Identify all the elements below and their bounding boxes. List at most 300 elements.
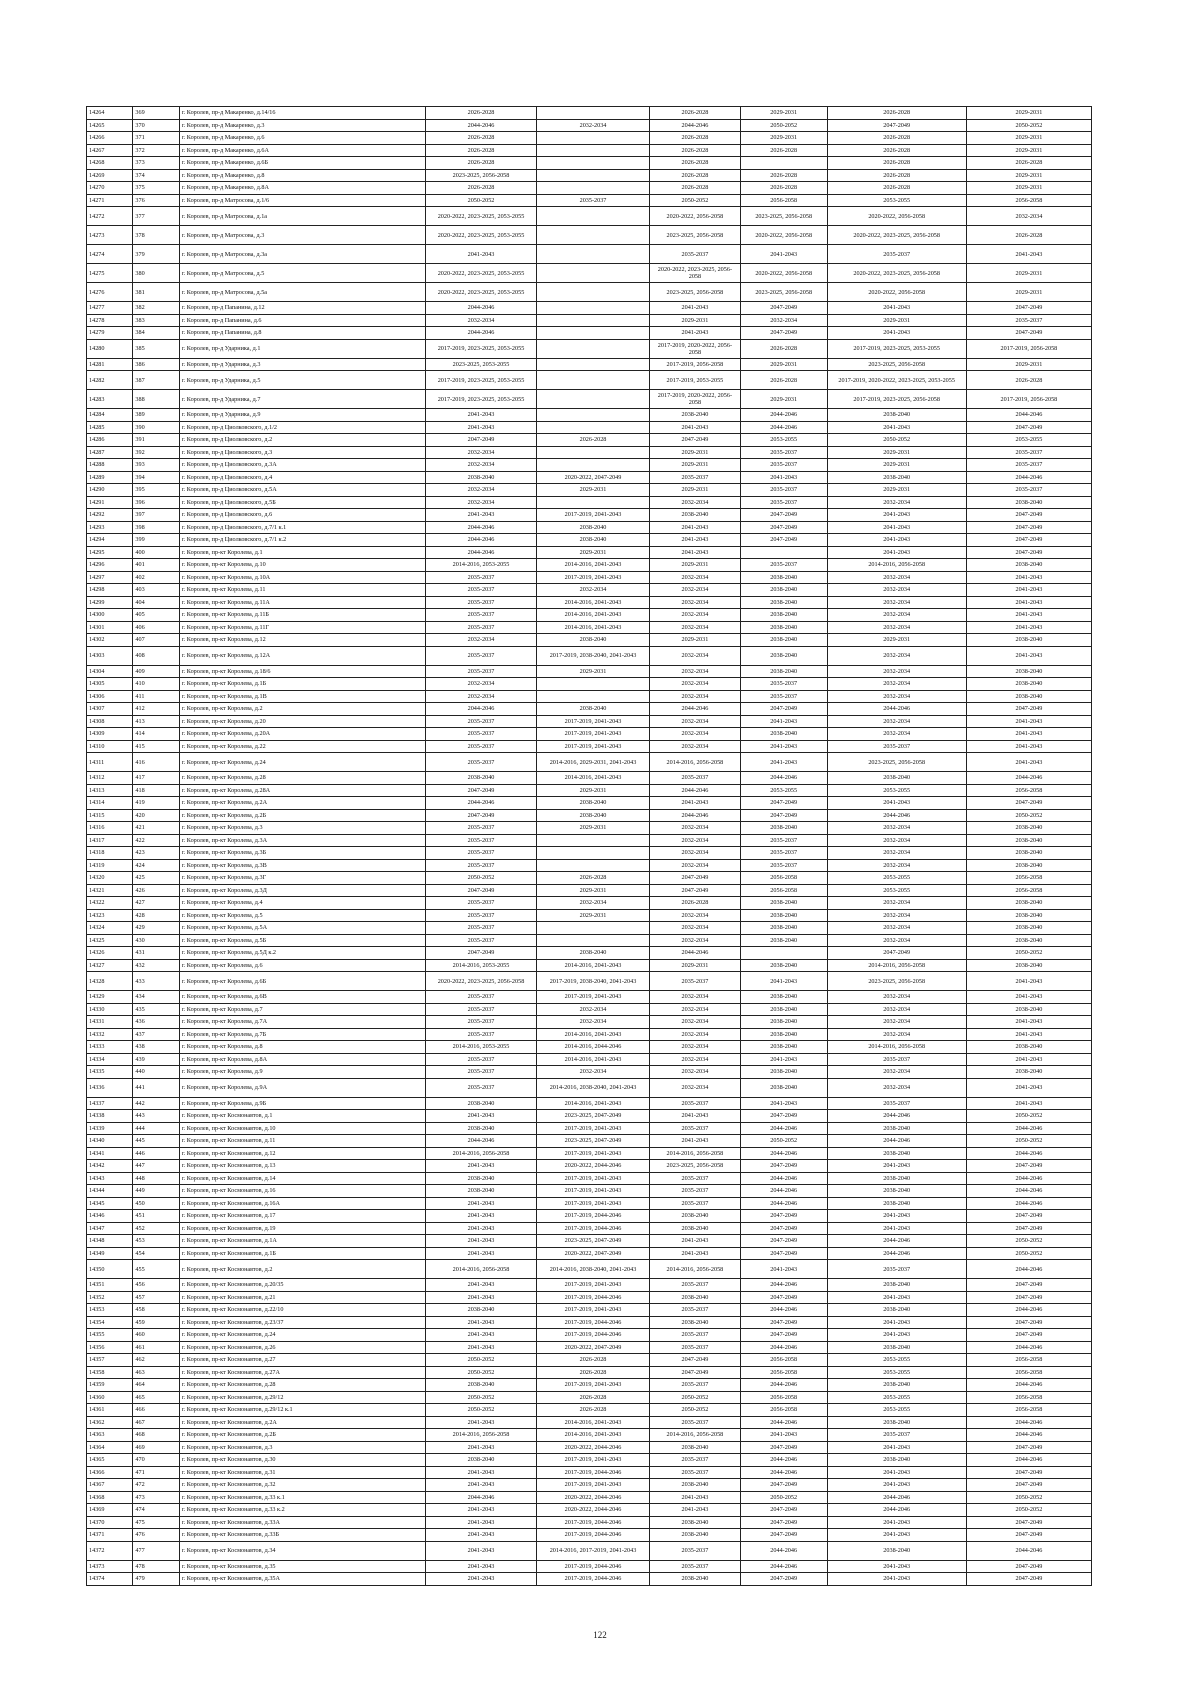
- row-id-cell: 14323: [87, 909, 133, 922]
- table-row: [87, 207, 1092, 226]
- row-id-cell: 14317: [87, 834, 133, 847]
- period-cell-1: 2041-2043: [426, 1279, 537, 1292]
- row-id-cell: 14279: [87, 327, 133, 340]
- period-cell-4: 2038-2040: [740, 665, 827, 678]
- period-cell-3: 2035-2037: [650, 1122, 741, 1135]
- table-row: [87, 897, 1092, 910]
- period-cell-6: 2047-2049: [966, 1291, 1091, 1304]
- row-id-cell: 14350: [87, 1260, 133, 1279]
- period-cell-1: 2035-2037: [426, 665, 537, 678]
- row-number-cell: 439: [133, 1053, 179, 1066]
- table-row: [87, 972, 1092, 991]
- period-cell-6: 2044-2046: [966, 1122, 1091, 1135]
- period-cell-6: 2047-2049: [966, 1279, 1091, 1292]
- row-id-cell: 14368: [87, 1491, 133, 1504]
- row-id-cell: 14373: [87, 1560, 133, 1573]
- table-row: [87, 182, 1092, 195]
- period-cell-3: 2038-2040: [650, 1441, 741, 1454]
- period-cell-3: 2023-2025, 2056-2058: [650, 283, 741, 302]
- period-cell-3: 2038-2040: [650, 509, 741, 522]
- period-cell-3: 2017-2019, 2056-2058: [650, 358, 741, 371]
- period-cell-6: 2041-2043: [966, 609, 1091, 622]
- period-cell-5: 2029-2031: [827, 459, 966, 472]
- row-id-cell: 14297: [87, 571, 133, 584]
- table-row: [87, 1329, 1092, 1342]
- address-cell: г. Королев, пр-д Макаренко, д.8А: [179, 182, 425, 195]
- row-id-cell: 14294: [87, 534, 133, 547]
- period-cell-4: 2044-2046: [740, 1172, 827, 1185]
- table-row: [87, 119, 1092, 132]
- period-cell-3: 2035-2037: [650, 245, 741, 264]
- row-number-cell: 392: [133, 446, 179, 459]
- address-cell: г. Королев, пр-кт Космонавтов, д.1Б: [179, 1247, 425, 1260]
- period-cell-4: 2026-2028: [740, 182, 827, 195]
- period-cell-6: 2041-2043: [966, 715, 1091, 728]
- period-cell-2: [537, 934, 650, 947]
- row-id-cell: 14289: [87, 471, 133, 484]
- row-id-cell: 14339: [87, 1122, 133, 1135]
- table-row: [87, 1247, 1092, 1260]
- row-number-cell: 448: [133, 1172, 179, 1185]
- period-cell-1: 2038-2040: [426, 471, 537, 484]
- row-id-cell: 14269: [87, 169, 133, 182]
- period-cell-3: 2038-2040: [650, 409, 741, 422]
- period-cell-5: 2041-2043: [827, 797, 966, 810]
- period-cell-5: 2032-2034: [827, 991, 966, 1004]
- period-cell-1: 2035-2037: [426, 728, 537, 741]
- address-cell: г. Королев, пр-кт Космонавтов, д.27А: [179, 1366, 425, 1379]
- row-id-cell: 14312: [87, 772, 133, 785]
- row-number-cell: 380: [133, 264, 179, 283]
- period-cell-1: 2041-2043: [426, 1291, 537, 1304]
- row-id-cell: 14369: [87, 1504, 133, 1517]
- table-row: [87, 1379, 1092, 1392]
- address-cell: г. Королев, пр-д Циолковского, д.5Б: [179, 496, 425, 509]
- period-cell-5: 2035-2037: [827, 245, 966, 264]
- table-row: [87, 1066, 1092, 1079]
- period-cell-2: 2017-2019, 2044-2046: [537, 1329, 650, 1342]
- period-cell-1: 2038-2040: [426, 1379, 537, 1392]
- table-row: [87, 947, 1092, 960]
- period-cell-2: 2014-2016, 2041-2043: [537, 1028, 650, 1041]
- period-cell-6: 2041-2043: [966, 1078, 1091, 1097]
- period-cell-6: 2038-2040: [966, 1066, 1091, 1079]
- table-row: [87, 521, 1092, 534]
- row-id-cell: 14361: [87, 1404, 133, 1417]
- period-cell-5: 2044-2046: [827, 1504, 966, 1517]
- table-row: [87, 314, 1092, 327]
- table-row: [87, 1441, 1092, 1454]
- row-id-cell: 14298: [87, 584, 133, 597]
- period-cell-4: 2056-2058: [740, 872, 827, 885]
- row-number-cell: 393: [133, 459, 179, 472]
- period-cell-3: 2038-2040: [650, 1529, 741, 1542]
- period-cell-2: 2035-2037: [537, 194, 650, 207]
- period-cell-6: 2047-2049: [966, 1560, 1091, 1573]
- period-cell-4: 2023-2025, 2056-2058: [740, 283, 827, 302]
- table-row: [87, 1160, 1092, 1173]
- period-cell-4: 2029-2031: [740, 390, 827, 409]
- period-cell-3: 2044-2046: [650, 809, 741, 822]
- period-cell-3: 2050-2052: [650, 1404, 741, 1417]
- address-cell: г. Королев, пр-кт Королева, д.11: [179, 584, 425, 597]
- period-cell-3: 2029-2031: [650, 484, 741, 497]
- period-cell-6: 2044-2046: [966, 1260, 1091, 1279]
- period-cell-5: 2044-2046: [827, 1247, 966, 1260]
- row-number-cell: 374: [133, 169, 179, 182]
- period-cell-2: 2017-2019, 2038-2040, 2041-2043: [537, 646, 650, 665]
- row-id-cell: 14300: [87, 609, 133, 622]
- period-cell-3: 2041-2043: [650, 797, 741, 810]
- row-id-cell: 14276: [87, 283, 133, 302]
- period-cell-3: 2038-2040: [650, 1516, 741, 1529]
- period-cell-4: 2044-2046: [740, 1560, 827, 1573]
- period-cell-3: 2032-2034: [650, 909, 741, 922]
- address-cell: г. Королев, пр-кт Космонавтов, д.20/35: [179, 1279, 425, 1292]
- row-id-cell: 14315: [87, 809, 133, 822]
- row-number-cell: 394: [133, 471, 179, 484]
- period-cell-5: 2014-2016, 2056-2058: [827, 559, 966, 572]
- period-cell-1: 2041-2043: [426, 1504, 537, 1517]
- period-cell-4: 2047-2049: [740, 1222, 827, 1235]
- period-cell-6: 2026-2028: [966, 371, 1091, 390]
- address-cell: г. Королев, пр-д Циолковского, д.4: [179, 471, 425, 484]
- period-cell-4: 2050-2052: [740, 1491, 827, 1504]
- address-cell: г. Королев, пр-д Папанина, д.12: [179, 302, 425, 315]
- row-number-cell: 458: [133, 1304, 179, 1317]
- row-number-cell: 384: [133, 327, 179, 340]
- period-cell-3: 2041-2043: [650, 546, 741, 559]
- row-number-cell: 440: [133, 1066, 179, 1079]
- table-row: [87, 809, 1092, 822]
- period-cell-1: 2044-2046: [426, 302, 537, 315]
- row-id-cell: 14290: [87, 484, 133, 497]
- period-cell-1: 2041-2043: [426, 421, 537, 434]
- period-cell-5: 2026-2028: [827, 144, 966, 157]
- period-cell-6: 2044-2046: [966, 1341, 1091, 1354]
- period-cell-5: 2026-2028: [827, 157, 966, 170]
- period-cell-1: 2041-2043: [426, 1329, 537, 1342]
- table-row: [87, 665, 1092, 678]
- period-cell-2: 2017-2019, 2041-2043: [537, 728, 650, 741]
- period-cell-6: 2026-2028: [966, 157, 1091, 170]
- address-cell: г. Королев, пр-д Папанина, д.6: [179, 314, 425, 327]
- period-cell-1: 2035-2037: [426, 822, 537, 835]
- period-cell-5: 2032-2034: [827, 1003, 966, 1016]
- row-number-cell: 372: [133, 144, 179, 157]
- period-cell-3: 2035-2037: [650, 1279, 741, 1292]
- address-cell: г. Королев, пр-д Макаренко, д.8: [179, 169, 425, 182]
- period-cell-6: 2056-2058: [966, 1391, 1091, 1404]
- period-cell-1: 2041-2043: [426, 1416, 537, 1429]
- row-id-cell: 14265: [87, 119, 133, 132]
- row-number-cell: 389: [133, 409, 179, 422]
- period-cell-1: 2023-2025, 2053-2055: [426, 358, 537, 371]
- period-cell-3: 2032-2034: [650, 621, 741, 634]
- period-cell-6: 2044-2046: [966, 1416, 1091, 1429]
- period-cell-1: 2044-2046: [426, 703, 537, 716]
- period-cell-1: 2020-2022, 2023-2025, 2053-2055: [426, 207, 537, 226]
- row-id-cell: 14363: [87, 1429, 133, 1442]
- row-id-cell: 14374: [87, 1573, 133, 1586]
- period-cell-5: 2038-2040: [827, 471, 966, 484]
- period-cell-1: 2026-2028: [426, 182, 537, 195]
- period-cell-4: 2038-2040: [740, 596, 827, 609]
- period-cell-5: 2047-2049: [827, 119, 966, 132]
- period-cell-4: [740, 947, 827, 960]
- period-cell-5: 2041-2043: [827, 1222, 966, 1235]
- period-cell-5: 2041-2043: [827, 1560, 966, 1573]
- period-cell-3: 2035-2037: [650, 772, 741, 785]
- period-cell-5: 2053-2055: [827, 194, 966, 207]
- period-cell-5: 2026-2028: [827, 107, 966, 120]
- period-cell-2: [537, 327, 650, 340]
- table-row: [87, 1429, 1092, 1442]
- period-cell-1: 2038-2040: [426, 1185, 537, 1198]
- row-number-cell: 395: [133, 484, 179, 497]
- period-cell-4: 2026-2028: [740, 339, 827, 358]
- period-cell-4: 2038-2040: [740, 609, 827, 622]
- address-cell: г. Королев, пр-кт Космонавтов, д.35А: [179, 1573, 425, 1586]
- period-cell-2: 2023-2025, 2047-2049: [537, 1110, 650, 1123]
- address-cell: г. Королев, пр-кт Королева, д.5Д к.2: [179, 947, 425, 960]
- row-id-cell: 14296: [87, 559, 133, 572]
- address-cell: г. Королев, пр-д Макаренко, д.6А: [179, 144, 425, 157]
- period-cell-1: 2032-2034: [426, 446, 537, 459]
- period-cell-6: 2050-2052: [966, 1504, 1091, 1517]
- period-cell-5: 2029-2031: [827, 446, 966, 459]
- period-cell-3: 2032-2034: [650, 609, 741, 622]
- table-row: [87, 107, 1092, 120]
- period-cell-1: 2038-2040: [426, 772, 537, 785]
- period-cell-2: 2014-2016, 2041-2043: [537, 1097, 650, 1110]
- row-number-cell: 437: [133, 1028, 179, 1041]
- period-cell-4: 2050-2052: [740, 1135, 827, 1148]
- address-cell: г. Королев, пр-д Матросова, д.1/6: [179, 194, 425, 207]
- address-cell: г. Королев, пр-кт Королева, д.3Д: [179, 884, 425, 897]
- period-cell-6: 2038-2040: [966, 847, 1091, 860]
- table-row: [87, 132, 1092, 145]
- address-cell: г. Королев, пр-д Циолковского, д.5А: [179, 484, 425, 497]
- period-cell-5: 2029-2031: [827, 634, 966, 647]
- period-cell-5: 2020-2022, 2023-2025, 2056-2058: [827, 226, 966, 245]
- period-cell-6: 2056-2058: [966, 884, 1091, 897]
- period-cell-2: 2032-2034: [537, 1003, 650, 1016]
- address-cell: г. Королев, пр-кт Космонавтов, д.17: [179, 1210, 425, 1223]
- row-id-cell: 14364: [87, 1441, 133, 1454]
- period-cell-2: 2014-2016, 2041-2043: [537, 1416, 650, 1429]
- period-cell-2: 2029-2031: [537, 784, 650, 797]
- address-cell: г. Королев, пр-кт Королева, д.20А: [179, 728, 425, 741]
- period-cell-5: 2041-2043: [827, 534, 966, 547]
- register-table: [86, 106, 1092, 1586]
- address-cell: г. Королев, пр-кт Королева, д.11А: [179, 596, 425, 609]
- period-cell-4: 2038-2040: [740, 991, 827, 1004]
- address-cell: г. Королев, пр-кт Королева, д.20: [179, 715, 425, 728]
- period-cell-3: 2047-2049: [650, 1366, 741, 1379]
- period-cell-6: 2044-2046: [966, 1197, 1091, 1210]
- row-number-cell: 402: [133, 571, 179, 584]
- period-cell-1: 2026-2028: [426, 144, 537, 157]
- period-cell-1: 2041-2043: [426, 1529, 537, 1542]
- period-cell-3: 2032-2034: [650, 678, 741, 691]
- row-id-cell: 14287: [87, 446, 133, 459]
- period-cell-6: 2044-2046: [966, 1454, 1091, 1467]
- period-cell-1: 2035-2037: [426, 596, 537, 609]
- period-cell-2: 2026-2028: [537, 434, 650, 447]
- period-cell-3: 2044-2046: [650, 119, 741, 132]
- table-row: [87, 646, 1092, 665]
- period-cell-3: 2041-2043: [650, 421, 741, 434]
- table-row: [87, 1147, 1092, 1160]
- row-id-cell: 14333: [87, 1041, 133, 1054]
- period-cell-1: 2014-2016, 2053-2055: [426, 1041, 537, 1054]
- period-cell-3: 2035-2037: [650, 471, 741, 484]
- row-id-cell: 14283: [87, 390, 133, 409]
- period-cell-5: 2050-2052: [827, 434, 966, 447]
- row-id-cell: 14327: [87, 959, 133, 972]
- period-cell-1: 2044-2046: [426, 1135, 537, 1148]
- period-cell-2: 2017-2019, 2038-2040, 2041-2043: [537, 972, 650, 991]
- period-cell-3: 2032-2034: [650, 922, 741, 935]
- address-cell: г. Королев, пр-кт Космонавтов, д.2А: [179, 1416, 425, 1429]
- period-cell-1: 2041-2043: [426, 1316, 537, 1329]
- period-cell-2: 2017-2019, 2044-2046: [537, 1573, 650, 1586]
- period-cell-5: 2017-2019, 2020-2022, 2023-2025, 2053-2055: [827, 371, 966, 390]
- period-cell-5: 2038-2040: [827, 1304, 966, 1317]
- row-id-cell: 14325: [87, 934, 133, 947]
- period-cell-1: 2041-2043: [426, 1235, 537, 1248]
- period-cell-2: 2023-2025, 2047-2049: [537, 1235, 650, 1248]
- row-id-cell: 14268: [87, 157, 133, 170]
- address-cell: г. Королев, пр-д Циолковского, д.3: [179, 446, 425, 459]
- address-cell: г. Королев, пр-кт Королева, д.28: [179, 772, 425, 785]
- row-id-cell: 14304: [87, 665, 133, 678]
- row-id-cell: 14320: [87, 872, 133, 885]
- period-cell-4: 2047-2049: [740, 1291, 827, 1304]
- period-cell-1: 2038-2040: [426, 1172, 537, 1185]
- period-cell-3: 2035-2037: [650, 1541, 741, 1560]
- period-cell-6: 2047-2049: [966, 1479, 1091, 1492]
- period-cell-5: 2041-2043: [827, 509, 966, 522]
- period-cell-6: 2056-2058: [966, 194, 1091, 207]
- period-cell-4: 2044-2046: [740, 772, 827, 785]
- table-row: [87, 1110, 1092, 1123]
- period-cell-3: 2032-2034: [650, 596, 741, 609]
- table-row: [87, 169, 1092, 182]
- row-id-cell: 14302: [87, 634, 133, 647]
- period-cell-1: 2050-2052: [426, 194, 537, 207]
- row-number-cell: 399: [133, 534, 179, 547]
- period-cell-2: 2014-2016, 2041-2043: [537, 609, 650, 622]
- row-id-cell: 14330: [87, 1003, 133, 1016]
- table-row: [87, 634, 1092, 647]
- period-cell-2: 2020-2022, 2044-2046: [537, 1504, 650, 1517]
- row-number-cell: 410: [133, 678, 179, 691]
- period-cell-4: 2047-2049: [740, 1210, 827, 1223]
- period-cell-6: 2035-2037: [966, 484, 1091, 497]
- row-id-cell: 14342: [87, 1160, 133, 1173]
- period-cell-5: 2041-2043: [827, 1316, 966, 1329]
- address-cell: г. Королев, пр-кт Космонавтов, д.10: [179, 1122, 425, 1135]
- period-cell-4: 2026-2028: [740, 371, 827, 390]
- address-cell: г. Королев, пр-кт Королева, д.2: [179, 703, 425, 716]
- period-cell-5: 2038-2040: [827, 409, 966, 422]
- row-number-cell: 476: [133, 1529, 179, 1542]
- row-number-cell: 413: [133, 715, 179, 728]
- period-cell-3: 2035-2037: [650, 1197, 741, 1210]
- period-cell-3: 2041-2043: [650, 1110, 741, 1123]
- period-cell-2: 2038-2040: [537, 809, 650, 822]
- row-number-cell: 406: [133, 621, 179, 634]
- period-cell-6: 2038-2040: [966, 1041, 1091, 1054]
- period-cell-2: 2017-2019, 2041-2043: [537, 1197, 650, 1210]
- address-cell: г. Королев, пр-кт Королева, д.9А: [179, 1078, 425, 1097]
- period-cell-1: 2014-2016, 2056-2058: [426, 1429, 537, 1442]
- table-row: [87, 1366, 1092, 1379]
- period-cell-4: 2056-2058: [740, 1354, 827, 1367]
- row-id-cell: 14303: [87, 646, 133, 665]
- period-cell-2: 2038-2040: [537, 521, 650, 534]
- row-id-cell: 14348: [87, 1235, 133, 1248]
- period-cell-5: 2038-2040: [827, 1122, 966, 1135]
- period-cell-1: 2035-2037: [426, 1066, 537, 1079]
- row-number-cell: 387: [133, 371, 179, 390]
- table-row: [87, 421, 1092, 434]
- row-number-cell: 453: [133, 1235, 179, 1248]
- address-cell: г. Королев, пр-кт Космонавтов, д.29/12: [179, 1391, 425, 1404]
- period-cell-5: 2032-2034: [827, 1078, 966, 1097]
- period-cell-2: [537, 409, 650, 422]
- period-cell-4: 2035-2037: [740, 690, 827, 703]
- period-cell-4: 2038-2040: [740, 571, 827, 584]
- period-cell-3: 2038-2040: [650, 1210, 741, 1223]
- period-cell-6: 2029-2031: [966, 283, 1091, 302]
- address-cell: г. Королев, пр-д Макаренко, д.6: [179, 132, 425, 145]
- period-cell-4: 2044-2046: [740, 1341, 827, 1354]
- row-number-cell: 427: [133, 897, 179, 910]
- period-cell-3: 2017-2019, 2020-2022, 2056-2058: [650, 390, 741, 409]
- row-number-cell: 422: [133, 834, 179, 847]
- period-cell-1: 2035-2037: [426, 1028, 537, 1041]
- address-cell: г. Королев, пр-кт Космонавтов, д.16: [179, 1185, 425, 1198]
- address-cell: г. Королев, пр-кт Королева, д.9: [179, 1066, 425, 1079]
- address-cell: г. Королев, пр-кт Космонавтов, д.32: [179, 1479, 425, 1492]
- address-cell: г. Королев, пр-д Циолковского, д.7/1 к.2: [179, 534, 425, 547]
- period-cell-6: 2050-2052: [966, 1110, 1091, 1123]
- period-cell-4: 2041-2043: [740, 715, 827, 728]
- period-cell-5: 2035-2037: [827, 1260, 966, 1279]
- row-number-cell: 370: [133, 119, 179, 132]
- period-cell-3: 2041-2043: [650, 521, 741, 534]
- period-cell-4: 2047-2049: [740, 1504, 827, 1517]
- address-cell: г. Королев, пр-кт Космонавтов, д.1А: [179, 1235, 425, 1248]
- table-row: [87, 283, 1092, 302]
- address-cell: г. Королев, пр-кт Космонавтов, д.33А: [179, 1516, 425, 1529]
- row-number-cell: 369: [133, 107, 179, 120]
- period-cell-5: 2038-2040: [827, 1185, 966, 1198]
- period-cell-3: 2029-2031: [650, 959, 741, 972]
- period-cell-2: 2017-2019, 2041-2043: [537, 740, 650, 753]
- period-cell-1: 2041-2043: [426, 1541, 537, 1560]
- period-cell-5: 2038-2040: [827, 772, 966, 785]
- period-cell-4: 2038-2040: [740, 728, 827, 741]
- address-cell: г. Королев, пр-д Матросова, д.1а: [179, 207, 425, 226]
- period-cell-3: 2035-2037: [650, 1304, 741, 1317]
- table-row: [87, 1078, 1092, 1097]
- row-number-cell: 428: [133, 909, 179, 922]
- period-cell-1: 2035-2037: [426, 859, 537, 872]
